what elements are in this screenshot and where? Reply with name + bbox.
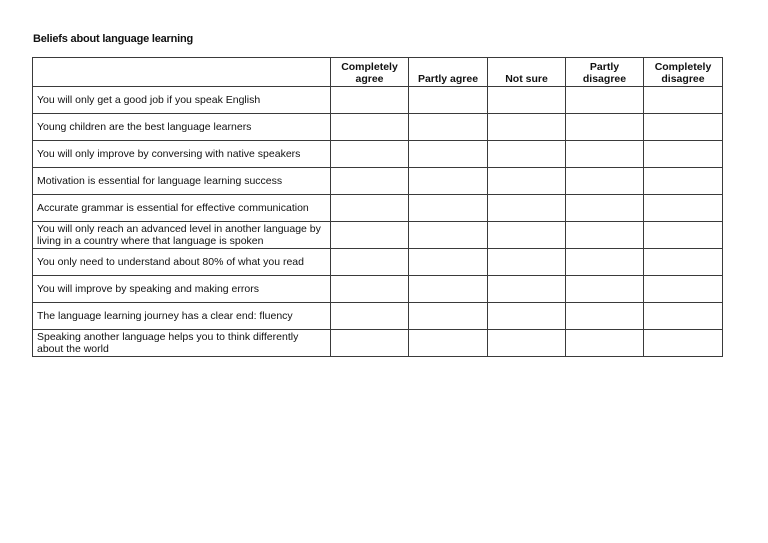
answer-cell-completely-disagree[interactable] [644, 222, 723, 249]
answer-cell-partly-disagree[interactable] [566, 168, 644, 195]
answer-cell-partly-disagree[interactable] [566, 141, 644, 168]
answer-cell-partly-agree[interactable] [409, 195, 488, 222]
table-row [33, 141, 723, 168]
answer-cell-partly-disagree[interactable] [566, 249, 644, 276]
header-completely-agree [331, 58, 409, 87]
answer-cell-completely-agree[interactable] [331, 168, 409, 195]
answer-cell-not-sure[interactable] [488, 330, 566, 357]
header-not-sure [488, 58, 566, 87]
answer-cell-partly-disagree[interactable] [566, 114, 644, 141]
answer-cell-completely-agree[interactable] [331, 303, 409, 330]
answer-cell-completely-disagree[interactable] [644, 114, 723, 141]
answer-cell-completely-agree[interactable] [331, 249, 409, 276]
answer-cell-completely-disagree[interactable] [644, 87, 723, 114]
answer-cell-partly-disagree[interactable] [566, 222, 644, 249]
answer-cell-completely-disagree[interactable] [644, 249, 723, 276]
answer-cell-completely-agree[interactable] [331, 141, 409, 168]
beliefs-table [32, 57, 723, 357]
table-row [33, 168, 723, 195]
answer-cell-completely-agree[interactable] [331, 87, 409, 114]
table-row [33, 195, 723, 222]
table-row [33, 87, 723, 114]
table-row [33, 276, 723, 303]
answer-cell-not-sure[interactable] [488, 114, 566, 141]
header-line: Partly agree [417, 73, 479, 85]
answer-cell-not-sure[interactable] [488, 276, 566, 303]
answer-cell-completely-disagree[interactable] [644, 168, 723, 195]
statement-cell: You will only improve by conversing with native speakers [33, 141, 331, 168]
answer-cell-completely-disagree[interactable] [644, 276, 723, 303]
answer-cell-partly-agree[interactable] [409, 114, 488, 141]
table-row [33, 330, 723, 357]
document-title: Beliefs about language learning [33, 33, 194, 45]
answer-cell-partly-agree[interactable] [409, 303, 488, 330]
answer-cell-partly-disagree[interactable] [566, 195, 644, 222]
statement-cell: You will only get a good job if you speak English [33, 87, 331, 114]
header-line: disagree [661, 73, 705, 85]
header-partly-agree [409, 58, 488, 87]
statement-cell: The language learning journey has a clear end: fluency [33, 303, 331, 330]
answer-cell-completely-disagree[interactable] [644, 303, 723, 330]
answer-cell-not-sure[interactable] [488, 222, 566, 249]
statement-cell: You only need to understand about 80% of what you read [33, 249, 331, 276]
table-row [33, 249, 723, 276]
answer-cell-partly-disagree[interactable] [566, 303, 644, 330]
answer-cell-not-sure[interactable] [488, 249, 566, 276]
header-row [33, 58, 723, 87]
answer-cell-not-sure[interactable] [488, 141, 566, 168]
answer-cell-partly-disagree[interactable] [566, 276, 644, 303]
answer-cell-partly-agree[interactable] [409, 168, 488, 195]
header-line: agree [355, 73, 384, 85]
answer-cell-partly-disagree[interactable] [566, 87, 644, 114]
answer-cell-partly-agree[interactable] [409, 276, 488, 303]
answer-cell-completely-agree[interactable] [331, 195, 409, 222]
answer-cell-partly-agree[interactable] [409, 87, 488, 114]
statement-cell: Speaking another language helps you to think differently about the world [33, 330, 331, 357]
header-statement [33, 58, 331, 87]
header-line: Completely [654, 61, 712, 73]
answer-cell-completely-disagree[interactable] [644, 330, 723, 357]
header-line: disagree [582, 73, 627, 85]
answer-cell-completely-agree[interactable] [331, 222, 409, 249]
answer-cell-not-sure[interactable] [488, 303, 566, 330]
answer-cell-partly-agree[interactable] [409, 222, 488, 249]
answer-cell-not-sure[interactable] [488, 195, 566, 222]
statement-cell: You will only reach an advanced level in another language by living in a country where that language is spoken [33, 222, 331, 249]
answer-cell-completely-disagree[interactable] [644, 195, 723, 222]
statement-cell: Accurate grammar is essential for effective communication [33, 195, 331, 222]
statement-cell: You will improve by speaking and making errors [33, 276, 331, 303]
header-partly-disagree [566, 58, 644, 87]
table-row [33, 303, 723, 330]
answer-cell-partly-agree[interactable] [409, 330, 488, 357]
statement-cell: Young children are the best language learners [33, 114, 331, 141]
table-row [33, 114, 723, 141]
answer-cell-partly-disagree[interactable] [566, 330, 644, 357]
header-line: Not sure [505, 73, 548, 85]
table-row [33, 222, 723, 249]
answer-cell-completely-agree[interactable] [331, 114, 409, 141]
header-line: Partly [589, 61, 620, 73]
answer-cell-not-sure[interactable] [488, 87, 566, 114]
statement-cell: Motivation is essential for language learning success [33, 168, 331, 195]
answer-cell-partly-agree[interactable] [409, 141, 488, 168]
answer-cell-not-sure[interactable] [488, 168, 566, 195]
header-line: Completely [341, 61, 398, 73]
answer-cell-partly-agree[interactable] [409, 249, 488, 276]
answer-cell-completely-agree[interactable] [331, 276, 409, 303]
header-completely-disagree [644, 58, 723, 87]
answer-cell-completely-agree[interactable] [331, 330, 409, 357]
answer-cell-completely-disagree[interactable] [644, 141, 723, 168]
